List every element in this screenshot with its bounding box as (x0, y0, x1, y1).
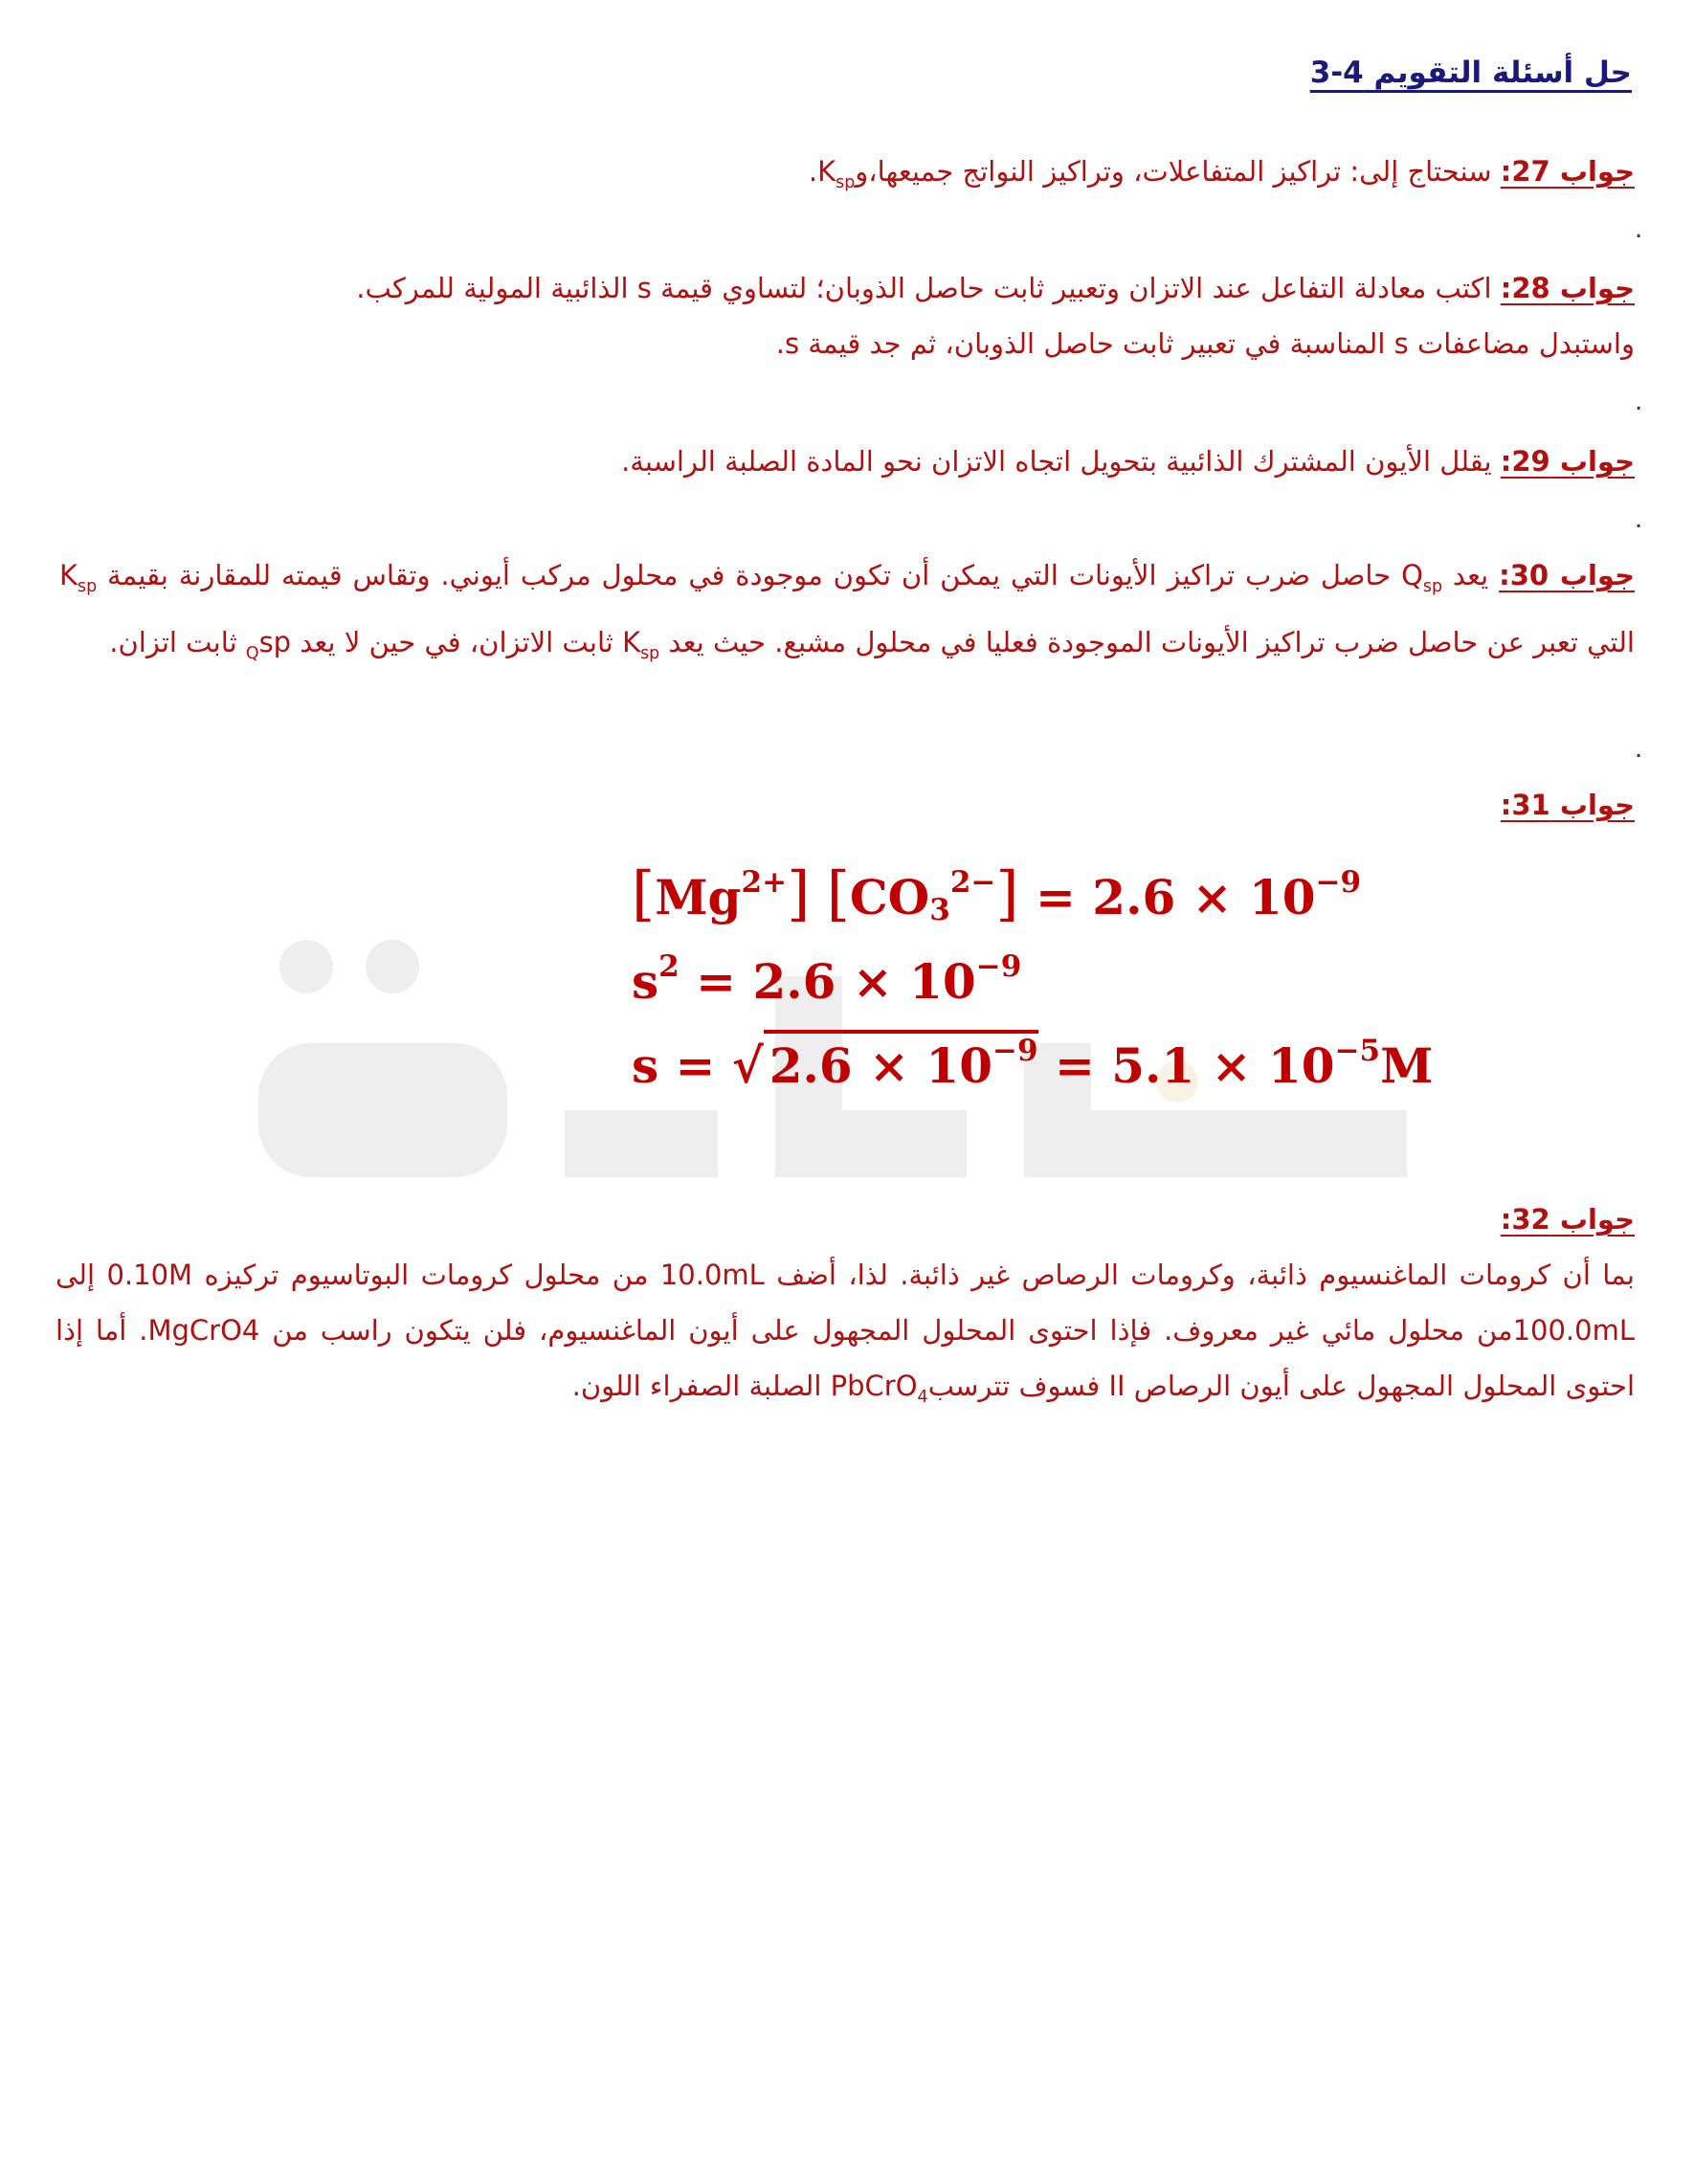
page-title-number: 3-4 (1309, 56, 1364, 90)
answer-28 (59, 260, 1635, 371)
radicand: 2.6 × 10 (769, 1037, 993, 1094)
answer-28-line2: واستبدل مضاعفات s المناسبة في تعبير ثابت حاصل الذوبان، ثم جد قيمة s. (775, 327, 1635, 360)
answer-29-label: جواب 29: (1500, 445, 1635, 478)
answer-27-text: سنحتاج إلى: تراكيز المتفاعلات، وتراكيز النواتج جميعها،و (855, 155, 1501, 188)
equation-line-2 (632, 940, 1433, 1024)
equation-line-3 (632, 1024, 1433, 1108)
co3-symbol: CO (849, 869, 930, 925)
ksp-symbol: K (622, 625, 641, 658)
equation-2-lhs-exponent: 2 (658, 948, 680, 984)
page-title (1310, 56, 1632, 90)
equation-block (632, 852, 1433, 1108)
answer-27-end: . (808, 155, 818, 188)
radicand-exponent: −9 (992, 1033, 1038, 1068)
right-bracket: ] (787, 858, 811, 928)
answer-31-label: جواب 31: (1500, 789, 1635, 821)
formula-subscript: 4 (917, 1387, 928, 1407)
answer-32 (56, 1192, 1635, 1425)
square-root-icon: √ (731, 1037, 764, 1094)
answer-27 (59, 144, 1635, 211)
answer-28-text1: اكتب معادلة التفاعل عند الاتزان وتعبير ثابت حاصل الذوبان؛ لتساوي قيمة s الذائبية المولية للمركب. (356, 272, 1501, 304)
answer-31 (59, 777, 1635, 833)
equation-3-rhs: = 5.1 × 10 (1037, 1037, 1335, 1094)
answer-32-text: بما أن كرومات الماغنسيوم ذائبة، وكرومات الرصاص غير ذائبة. لذا، أضف 10.0mL من محلول كرومات البوتاسيوم تركيزه 0.10M إلى 100.0mLمن محلول مائي غير معروف. فإذا احتوى المحلول المجهول على أيون الماغنسيوم، فلن يتكون راسب من MgCrO4. أما إذا احتوى المحلول المجهول على أيون الرصاص II فسوف تترسب (56, 1259, 1635, 1402)
co3-charge: 2− (949, 864, 996, 900)
radical-body (764, 1030, 1038, 1094)
formula-symbol: PbCrO (830, 1370, 918, 1402)
mg-charge: 2+ (741, 864, 788, 900)
ksp-term (59, 559, 98, 596)
separator-dot: . (1635, 505, 1643, 534)
co3-subscript: 3 (929, 893, 950, 928)
equation-1-exponent: −9 (1315, 864, 1362, 900)
answer-30-text2: حاصل ضرب تراكيز الأيونات التي يمكن أن تكون موجودة في محلول مركب أيوني. وتقاس قيمته للمقارنة بقيمة (97, 559, 1402, 591)
answer-28-label: جواب 28: (1500, 272, 1635, 304)
answer-30-text3: التي تعبر عن حاصل ضرب تراكيز الأيونات الموجودة فعليا في محلول مشبع. حيث يعد (659, 625, 1635, 658)
answer-32-body (56, 1247, 1635, 1425)
separator-dot: . (1635, 215, 1643, 244)
qsp-term-2 (245, 625, 292, 663)
pbcro4-formula (830, 1370, 928, 1407)
equation-3-unit: M (1380, 1037, 1434, 1094)
qsp-subscript: sp (1422, 576, 1443, 596)
answer-28-line1 (59, 260, 1635, 316)
answer-29-text: يقلل الأيون المشترك الذائبية بتحويل اتجاه الاتزان نحو المادة الصلبة الراسبة. (621, 445, 1501, 478)
answer-29 (59, 434, 1635, 489)
answer-27-ksp (817, 155, 856, 192)
equation-2-exponent: −9 (975, 948, 1022, 984)
ksp-symbol: K (59, 559, 78, 591)
equation-line-1 (632, 852, 1433, 940)
ksp-subscript: sp (836, 172, 856, 192)
ksp-subscript: sp (640, 643, 660, 663)
answer-30-label: جواب 30: (1499, 559, 1635, 591)
left-bracket: [ (826, 858, 850, 928)
answer-32-end: الصلبة الصفراء اللون. (571, 1370, 831, 1402)
ksp-term-2 (622, 625, 660, 663)
answer-32-label-line (56, 1192, 1635, 1247)
equation-2-lhs: s (632, 953, 659, 1010)
answer-30-text5: ثابت اتزان. (109, 625, 246, 658)
right-bracket: ] (995, 858, 1019, 928)
separator-dot: . (1635, 735, 1643, 764)
answer-32-label: جواب 32: (1500, 1203, 1635, 1236)
ksp-subscript: sp (78, 576, 98, 596)
qsp-symbol: sp (258, 625, 292, 658)
answer-30-text4: ثابت الاتزان، في حين لا يعد (291, 625, 623, 658)
equation-3-exponent: −5 (1334, 1033, 1381, 1068)
page-title-text: حل أسئلة التقويم (1363, 56, 1632, 90)
answer-30 (59, 547, 1635, 681)
answer-27-label: جواب 27: (1500, 155, 1635, 188)
qsp-term (1401, 559, 1443, 596)
equation-1-rhs: = 2.6 × 10 (1018, 869, 1316, 925)
answer-30-text1: يعد (1442, 559, 1500, 591)
qsp-symbol: Q (1401, 559, 1423, 591)
ksp-symbol: K (817, 155, 836, 188)
separator-dot: . (1635, 388, 1643, 416)
equation-3-lhs: s = (632, 1037, 732, 1094)
left-bracket: [ (632, 858, 656, 928)
mg-symbol: Mg (655, 869, 742, 925)
qsp-subscript: Q (245, 643, 259, 663)
equation-2-rhs: = 2.6 × 10 (679, 953, 976, 1010)
